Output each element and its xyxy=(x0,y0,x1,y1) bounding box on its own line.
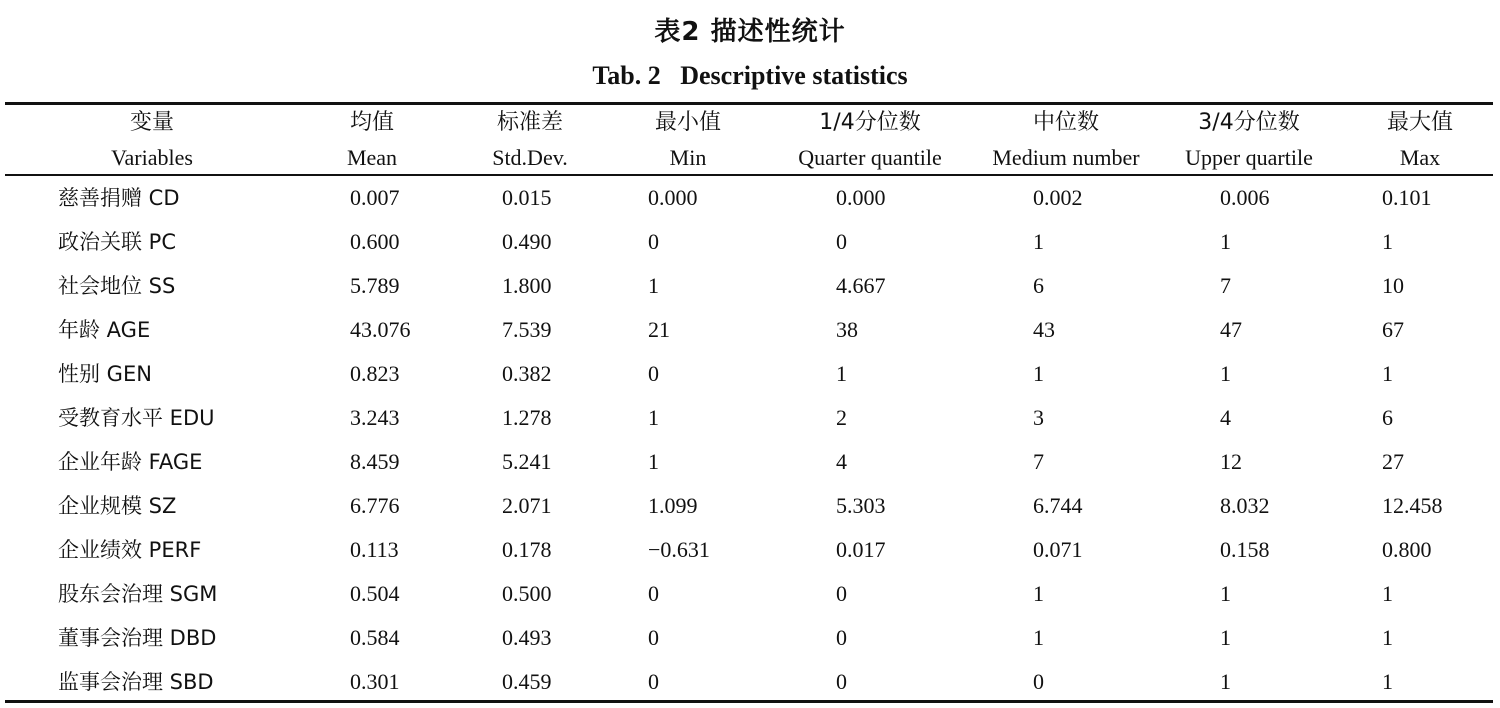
median-cell: 1 xyxy=(1033,229,1044,254)
min-cell: −0.631 xyxy=(648,537,710,562)
max-cell: 0.800 xyxy=(1382,537,1432,562)
median-cell: 1 xyxy=(1033,361,1044,386)
table-row xyxy=(0,484,1500,528)
std-dev-cell: 0.493 xyxy=(502,625,552,650)
quarter-quantile-cell: 0 xyxy=(836,581,847,606)
variable-cell: 社会地位 SS xyxy=(58,274,176,298)
table-row xyxy=(0,308,1500,352)
quarter-quantile-cell: 38 xyxy=(836,317,858,342)
table-row xyxy=(0,528,1500,572)
std-dev-cell: 0.500 xyxy=(502,581,552,606)
header-upper-quartile-cn: 3/4分位数 xyxy=(1198,110,1300,135)
quarter-quantile-cell: 0 xyxy=(836,669,847,694)
min-cell: 0 xyxy=(648,669,659,694)
header-min-en: Min xyxy=(669,145,707,170)
quarter-quantile-cell: 0 xyxy=(836,625,847,650)
max-cell: 0.101 xyxy=(1382,185,1432,210)
table-title-english: Tab. 2 Descriptive statistics xyxy=(592,61,908,90)
quarter-quantile-cell: 4 xyxy=(836,449,847,474)
max-cell: 10 xyxy=(1382,273,1404,298)
mean-cell: 0.007 xyxy=(350,185,400,210)
std-dev-cell: 1.278 xyxy=(502,405,552,430)
mean-cell: 6.776 xyxy=(350,493,400,518)
min-cell: 0 xyxy=(648,581,659,606)
variable-cell: 慈善捐赠 CD xyxy=(58,186,180,210)
mean-cell: 0.823 xyxy=(350,361,400,386)
min-cell: 0.000 xyxy=(648,185,698,210)
upper-quartile-cell: 1 xyxy=(1220,625,1231,650)
std-dev-cell: 1.800 xyxy=(502,273,552,298)
min-cell: 0 xyxy=(648,625,659,650)
min-cell: 1 xyxy=(648,449,659,474)
header-std-dev-en: Std.Dev. xyxy=(492,145,568,170)
min-cell: 1 xyxy=(648,405,659,430)
median-cell: 6.744 xyxy=(1033,493,1083,518)
mean-cell: 0.600 xyxy=(350,229,400,254)
quarter-quantile-cell: 0.017 xyxy=(836,537,886,562)
max-cell: 1 xyxy=(1382,229,1393,254)
mean-cell: 3.243 xyxy=(350,405,400,430)
header-variables-cn: 变量 xyxy=(129,110,175,135)
std-dev-cell: 2.071 xyxy=(502,493,552,518)
header-max-cn: 最大值 xyxy=(1386,110,1454,135)
quarter-quantile-cell: 2 xyxy=(836,405,847,430)
header-min-cn: 最小值 xyxy=(654,110,722,135)
variable-cell: 股东会治理 SGM xyxy=(58,582,218,606)
mean-cell: 5.789 xyxy=(350,273,400,298)
median-cell: 7 xyxy=(1033,449,1044,474)
table-row xyxy=(0,220,1500,264)
median-cell: 6 xyxy=(1033,273,1044,298)
variable-cell: 董事会治理 DBD xyxy=(58,626,217,650)
quarter-quantile-cell: 0.000 xyxy=(836,185,886,210)
table-row xyxy=(0,396,1500,440)
table-row xyxy=(0,440,1500,484)
std-dev-cell: 0.459 xyxy=(502,669,552,694)
median-cell: 43 xyxy=(1033,317,1055,342)
upper-quartile-cell: 0.006 xyxy=(1220,185,1270,210)
upper-quartile-cell: 8.032 xyxy=(1220,493,1270,518)
upper-quartile-cell: 4 xyxy=(1220,405,1231,430)
upper-quartile-cell: 1 xyxy=(1220,361,1231,386)
variable-cell: 受教育水平 EDU xyxy=(58,406,215,430)
median-cell: 0 xyxy=(1033,669,1044,694)
variable-cell: 企业年龄 FAGE xyxy=(58,450,203,474)
header-row-chinese xyxy=(0,106,1500,140)
max-cell: 12.458 xyxy=(1382,493,1443,518)
table-row xyxy=(0,176,1500,220)
header-quarter-quantile-cn: 1/4分位数 xyxy=(819,110,921,135)
min-cell: 1.099 xyxy=(648,493,698,518)
table-title-chinese: 表2 描述性统计 xyxy=(654,17,846,47)
quarter-quantile-cell: 0 xyxy=(836,229,847,254)
upper-quartile-cell: 1 xyxy=(1220,669,1231,694)
table-row xyxy=(0,352,1500,396)
median-cell: 3 xyxy=(1033,405,1044,430)
header-quarter-quantile-en: Quarter quantile xyxy=(798,145,942,170)
quarter-quantile-cell: 4.667 xyxy=(836,273,886,298)
mean-cell: 0.504 xyxy=(350,581,400,606)
variable-cell: 年龄 AGE xyxy=(58,318,151,342)
min-cell: 21 xyxy=(648,317,670,342)
max-cell: 1 xyxy=(1382,625,1393,650)
min-cell: 1 xyxy=(648,273,659,298)
variable-cell: 监事会治理 SBD xyxy=(58,670,214,694)
median-cell: 0.071 xyxy=(1033,537,1083,562)
upper-quartile-cell: 12 xyxy=(1220,449,1242,474)
table-row xyxy=(0,264,1500,308)
upper-quartile-cell: 7 xyxy=(1220,273,1231,298)
std-dev-cell: 0.490 xyxy=(502,229,552,254)
max-cell: 67 xyxy=(1382,317,1404,342)
std-dev-cell: 0.178 xyxy=(502,537,552,562)
mean-cell: 43.076 xyxy=(350,317,411,342)
header-mean-cn: 均值 xyxy=(349,110,395,135)
upper-quartile-cell: 1 xyxy=(1220,581,1231,606)
variable-cell: 政治关联 PC xyxy=(58,230,177,254)
variable-cell: 企业绩效 PERF xyxy=(58,538,202,562)
median-cell: 1 xyxy=(1033,581,1044,606)
max-cell: 1 xyxy=(1382,669,1393,694)
top-rule xyxy=(5,102,1493,105)
header-median-en: Medium number xyxy=(992,145,1140,170)
median-cell: 1 xyxy=(1033,625,1044,650)
quarter-quantile-cell: 1 xyxy=(836,361,847,386)
header-max-en: Max xyxy=(1399,145,1441,170)
std-dev-cell: 0.382 xyxy=(502,361,552,386)
min-cell: 0 xyxy=(648,229,659,254)
max-cell: 6 xyxy=(1382,405,1393,430)
table-row xyxy=(0,616,1500,660)
mean-cell: 0.584 xyxy=(350,625,400,650)
header-std-dev-cn: 标准差 xyxy=(496,110,564,135)
max-cell: 27 xyxy=(1382,449,1404,474)
upper-quartile-cell: 0.158 xyxy=(1220,537,1270,562)
table-row xyxy=(0,660,1500,704)
header-upper-quartile-en: Upper quartile xyxy=(1185,145,1313,170)
mean-cell: 8.459 xyxy=(350,449,400,474)
table-row xyxy=(0,572,1500,616)
header-variables-en: Variables xyxy=(111,145,193,170)
mean-cell: 0.301 xyxy=(350,669,400,694)
header-row-english xyxy=(0,141,1500,173)
max-cell: 1 xyxy=(1382,361,1393,386)
std-dev-cell: 5.241 xyxy=(502,449,552,474)
upper-quartile-cell: 1 xyxy=(1220,229,1231,254)
std-dev-cell: 0.015 xyxy=(502,185,552,210)
quarter-quantile-cell: 5.303 xyxy=(836,493,886,518)
std-dev-cell: 7.539 xyxy=(502,317,552,342)
header-mean-en: Mean xyxy=(346,145,398,170)
mean-cell: 0.113 xyxy=(350,537,399,562)
median-cell: 0.002 xyxy=(1033,185,1083,210)
header-median-cn: 中位数 xyxy=(1032,110,1100,135)
bottom-rule xyxy=(5,700,1493,703)
variable-cell: 企业规模 SZ xyxy=(58,494,177,518)
min-cell: 0 xyxy=(648,361,659,386)
max-cell: 1 xyxy=(1382,581,1393,606)
upper-quartile-cell: 47 xyxy=(1220,317,1242,342)
variable-cell: 性别 GEN xyxy=(58,362,152,386)
